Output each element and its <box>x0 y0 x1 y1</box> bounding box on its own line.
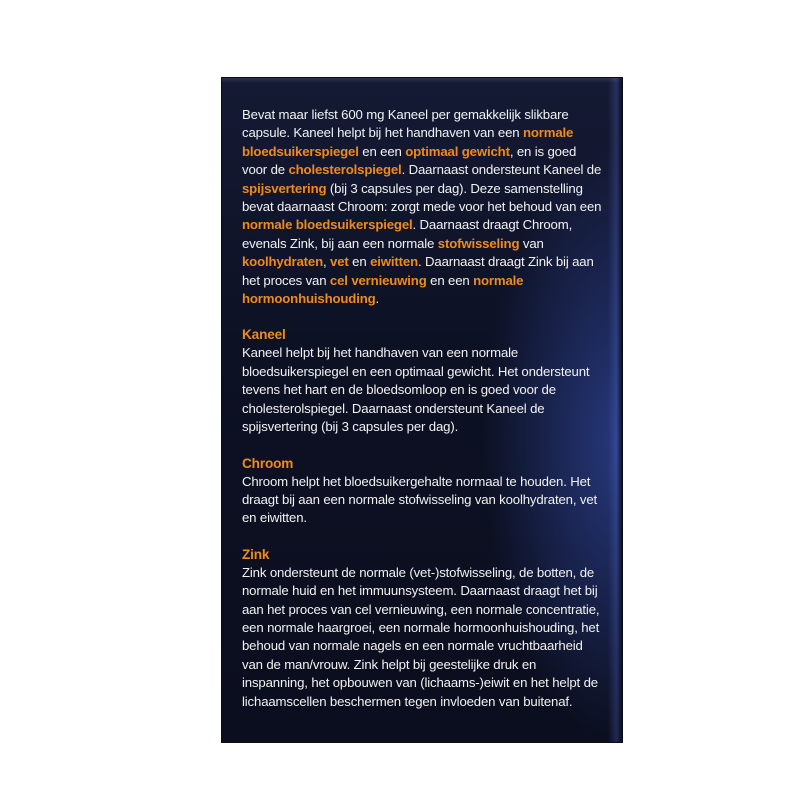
intro-text: , en is goed voor de <box>242 143 577 178</box>
highlight-text: cholesterolspiegel <box>288 162 402 178</box>
section-heading-chroom: Chroom <box>242 455 294 471</box>
highlight-text: eiwitten <box>370 254 418 270</box>
highlight-text: koolhydraten <box>242 254 324 270</box>
intro-text: . Daarnaast draagt Zink bij aan het proces van <box>242 254 594 288</box>
section-heading-zink: Zink <box>242 546 270 562</box>
intro-text: en <box>348 254 371 270</box>
intro-text: Bevat maar liefst 600 mg Kaneel per gemakkelijk slikbare capsule. Kaneel helpt bij het handhaven van een <box>242 107 569 141</box>
section-text-kaneel: Kaneel helpt bij het handhaven van een normale bloedsuikerspiegel en een optimaal gewicht. Het ondersteunt tevens het hart en de bloedsomloop en is goed voor de cholesterolspiegel. Daarnaast ondersteunt Kaneel de spijsvertering (bij 3 capsules per dag). <box>242 345 590 435</box>
highlight-text: stofwisseling <box>437 235 520 251</box>
intro-text: . Daarnaast draagt Chroom, evenals Zink, bij aan een normale <box>242 217 573 251</box>
intro-text: en een <box>426 272 474 288</box>
box-top-flap <box>222 78 622 84</box>
section-kaneel <box>242 326 602 436</box>
intro-text: (bij 3 capsules per dag). Deze samenstelling bevat daarnaast Chroom: zorgt mede voor het behoud van een <box>242 180 602 215</box>
intro-paragraph <box>242 106 602 308</box>
highlight-text: optimaal gewicht <box>405 143 510 159</box>
section-heading-kaneel: Kaneel <box>242 327 286 343</box>
section-text-chroom: Chroom helpt het bloedsuikergehalte normaal te houden. Het draagt bij aan een normale stofwisseling van koolhydraten, vet en eiwitten. <box>242 473 598 526</box>
intro-text: en een <box>358 143 406 159</box>
highlight-text: spijsvertering <box>242 180 327 196</box>
intro-text: . Daarnaast ondersteunt Kaneel de <box>401 162 602 178</box>
box-right-edge-glow <box>608 78 622 742</box>
highlight-text: normale hormoonhuishouding <box>242 272 524 307</box>
highlight-text: vet <box>330 254 349 270</box>
section-chroom <box>242 455 602 528</box>
label-text-area <box>242 106 602 711</box>
section-text-zink: Zink ondersteunt de normale (vet-)stofwisseling, de botten, de normale huid en het immuunsysteem. Daarnaast draagt het bij aan het proces van cel vernieuwing, een normale concentratie, een normale haargroei, een normale hormoonhuishouding, het behoud van normale nagels en een normale vruchtbaarheid van de man/vrouw. Zink helpt bij geestelijke druk en inspanning, het opbouwen van (lichaams-)eiwit en het helpt de lichaamscellen beschermen tegen invloeden van buitenaf. <box>242 564 600 709</box>
highlight-text: cel vernieuwing <box>329 272 427 288</box>
intro-text: , <box>323 254 331 270</box>
section-zink <box>242 546 602 711</box>
highlight-text: normale bloedsuikerspiegel <box>242 125 574 159</box>
highlight-text: normale bloedsuikerspiegel <box>242 217 413 233</box>
intro-text: . <box>375 291 380 307</box>
intro-text: van <box>519 235 544 251</box>
product-box-side-panel <box>222 78 622 742</box>
